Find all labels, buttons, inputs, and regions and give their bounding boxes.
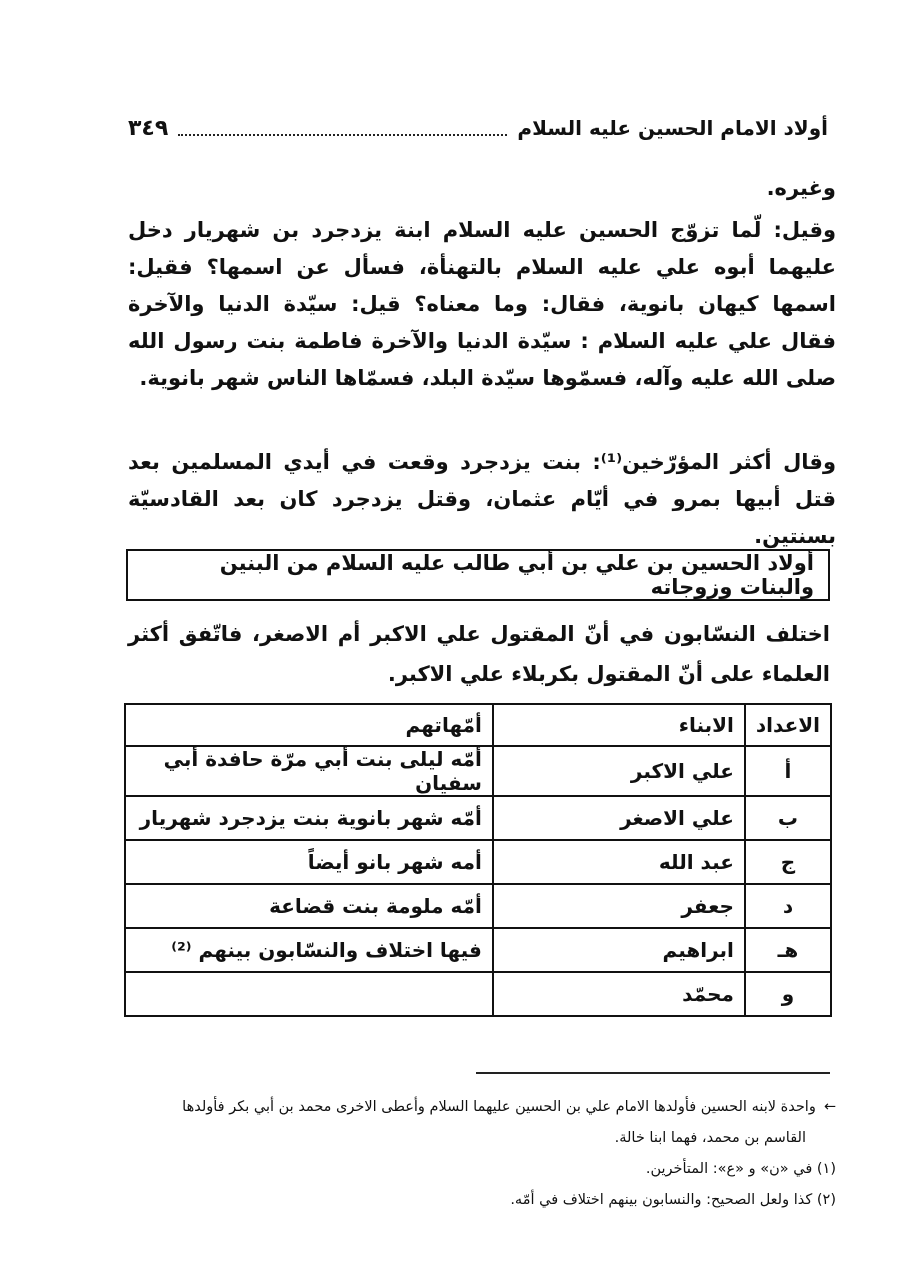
row-mother: أمّه ملومة بنت قضاعة [125,884,493,928]
row-son: علي الاصغر [493,796,745,840]
header-title: أولاد الامام الحسين عليه السلام [517,116,828,140]
row-number: ب [745,796,831,840]
header-numbers: الاعداد [745,704,831,746]
row-number: و [745,972,831,1016]
paragraph-3: وقال أكثر المؤرّخين⁽¹⁾: بنت يزدجرد وقعت في أيدي المسلمين بعد قتل أبيها بمرو في أيّام عثمان، وقتل يزدجرد كان بعد القادسيّة بسنتين. [128,450,836,548]
table-header-row [125,704,831,746]
paragraph-1: وغيره. [766,176,836,200]
children-table [124,703,832,1017]
section-heading: أولاد الحسين بن علي بن أبي طالب عليه السلام من البنين والبنات وزوجاته [219,551,814,599]
continuation-arrow-icon: ← [823,1099,836,1115]
row-mother: فيها اختلاف والنسّابون بينهم ⁽²⁾ [125,928,493,972]
footnote-1: (١) في «ن» و «ع»: المتأخرين. [645,1161,836,1177]
row-son: جعفر [493,884,745,928]
section-heading-box [126,549,830,601]
row-son: محمّد [493,972,745,1016]
row-son: ابراهيم [493,928,745,972]
header-sons: الابناء [493,704,745,746]
footnote-2: (٢) كذا ولعل الصحيح: والنسابون بينهم اختلاف في أمّه. [510,1192,836,1208]
footnote-continuation-line-1: واحدة لابنه الحسين فأولدها الامام علي بن الحسين عليهما السلام وأعطى الاخرى محمد بن أبي بكر فأولدها [182,1099,816,1115]
footnote-continuation [130,1092,836,1123]
header-dot-leader [178,133,507,136]
table-row [125,840,831,884]
paragraph-4: اختلف النسّابون في أنّ المقتول علي الاكبر أم الاصغر، فاتّفق أكثر العلماء على أنّ المقتول بكربلاء علي الاكبر. [128,622,830,686]
table-row [125,972,831,1016]
paragraph-2: وقيل: لّما تزوّج الحسين عليه السلام ابنة يزدجرد بن شهريار دخل عليهما أبوه علي عليه السلام بالتهنأة، فسأل عن اسمها؟ فقيل: اسمها كيهان بانوية، فقال: وما معناه؟ قيل: سيّدة الدنيا والآخرة فقال علي عليه السلام : سيّدة الدنيا والآخرة فاطمة بنت رسول الله صلى الله عليه وآله، فسمّوها سيّدة البلد، فسمّاها الناس شهر بانوية. [128,218,836,390]
row-number: أ [745,746,831,796]
row-number: هـ [745,928,831,972]
header-mothers: أمّهاتهم [125,704,493,746]
table-row [125,884,831,928]
row-mother [125,972,493,1016]
row-mother: أمه شهر بانو أيضاً [125,840,493,884]
row-son: علي الاكبر [493,746,745,796]
running-header [128,110,828,146]
row-mother: أمّه ليلى بنت أبي مرّة حافدة أبي سفيان [125,746,493,796]
page-number: ٣٤٩ [128,115,169,141]
footnotes [130,1092,836,1216]
footnote-continuation-line-2: القاسم بن محمد، فهما ابنا خالة. [614,1130,806,1146]
row-mother: أمّه شهر بانوية بنت يزدجرد شهريار [125,796,493,840]
table-row [125,746,831,796]
row-son: عبد الله [493,840,745,884]
footnote-separator [476,1072,830,1074]
table-row [125,928,831,972]
row-number: ج [745,840,831,884]
table-row [125,796,831,840]
row-number: د [745,884,831,928]
